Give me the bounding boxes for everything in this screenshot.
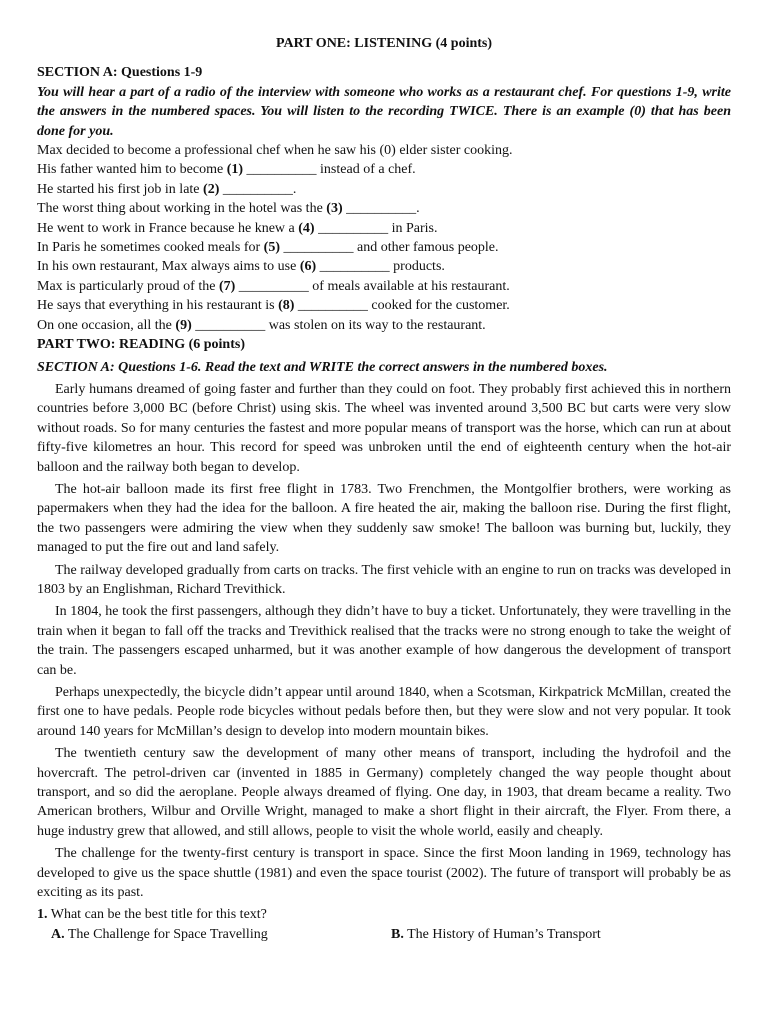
reading-instructions: SECTION A: Questions 1-6. Read the text and WRITE the correct answers in the numbered boxes. (37, 359, 608, 375)
listening-question-8: He says that everything in his restaurant is (8) __________ cooked for the customer. (37, 298, 510, 314)
part-one-title: PART ONE: LISTENING (4 points) (275, 36, 493, 51)
option-a: A. The Challenge for Space Travelling (51, 926, 268, 942)
reading-question-1: 1. What can be the best title for this text? (37, 907, 267, 923)
listening-question-0: Max decided to become a professional chef when he saw his (0) elder sister cooking. (37, 143, 513, 159)
listening-questions (37, 141, 731, 335)
section-a-heading: SECTION A: Questions 1-9 (37, 65, 203, 81)
listening-question-9: On one occasion, all the (9) __________ was stolen on its way to the restaurant. (37, 317, 486, 333)
option-b: B. The History of Human’s Transport (391, 926, 601, 942)
reading-passage (37, 380, 731, 903)
listening-question-6: In his own restaurant, Max always aims to use (6) __________ products. (37, 259, 445, 275)
listening-question-4: He went to work in France because he knew a (4) __________ in Paris. (37, 220, 438, 236)
part-two-title: PART TWO: READING (6 points) (37, 337, 245, 353)
passage-paragraph-1: Early humans dreamed of going faster and further than they could on foot. They probably first achieved this in northern countries before 3,000 BC (before Christ) using skis. The wheel was invented around 3,500 BC but carts were very slow without roads. So for many centuries the fastest and more popular means of transport was the horse, which can run at about fifty-five kilometres an hour. This record for speed was unbroken until the end of eighteenth century when the hot-air balloon and the railway both began to develop. (37, 381, 731, 475)
passage-paragraph-6: The twentieth century saw the development of many other means of transport, including the hydrofoil and the hovercraft. The petrol-driven car (invented in 1885 in Germany) completely changed the way people thought about transport, and so did the aeroplane. People always dreamed of flying. One day, in 1903, that dream became a reality. Two American brothers, Wilbur and Orville Wright, managed to make a short flight in their aircraft, the Flyer. From there, a huge industry grew that allowed, and still allows, people to visit the whole world, easily and cheaply. (37, 746, 731, 839)
passage-paragraph-2: The hot-air balloon made its first free flight in 1783. Two Frenchmen, the Montgolfier brothers, were working as papermakers when they had the idea for the balloon. A fire heated the air, making the balloon rise. During the first flight, the two passengers were admiring the view when they suddenly saw smoke! The balloon was burning but, luckily, they managed to put the fire out and land safely. (37, 481, 731, 556)
listening-question-7: Max is particularly proud of the (7) __________ of meals available at his restaurant. (37, 278, 510, 294)
listening-question-3: The worst thing about working in the hotel was the (3) __________. (37, 201, 420, 217)
passage-paragraph-4: In 1804, he took the first passengers, although they didn’t have to buy a ticket. Unfortunately, they were travelling in the train when it began to fall off the tracks and Trevithick realised that the tracks were no strong enough to take the weight of the train. The passengers escaped unharmed, but it was another example of how dangerous the development of transport can be. (37, 604, 731, 678)
listening-question-2: He started his first job in late (2) __________. (37, 181, 297, 197)
listening-question-5: In Paris he sometimes cooked meals for (5) __________ and other famous people. (37, 240, 499, 256)
listening-question-1: His father wanted him to become (1) __________ instead of a chef. (37, 162, 416, 178)
listening-instructions: You will hear a part of a radio of the interview with someone who works as a restaurant chef. For questions 1-9, write the answers in the numbered spaces. You will listen to the recording TWICE. There is an example (0) that has been done for you. (37, 84, 731, 139)
passage-paragraph-5: Perhaps unexpectedly, the bicycle didn’t appear until around 1840, when a Scotsman, Kirkpatrick McMillan, created the first one to have pedals. People rode bicycles without pedals before then, but they were slow and not very popular. It took around 140 years for McMillan’s design to develop into modern mountain bikes. (37, 685, 731, 739)
passage-paragraph-7: The challenge for the twenty-first century is transport in space. Since the first Moon landing in 1969, technology has developed to give us the space shuttle (1981) and even the space tourist (2002). The future of transport will probably be as exciting as its past. (37, 846, 731, 901)
passage-paragraph-3: The railway developed gradually from carts on tracks. The first vehicle with an engine to run on tracks was developed in 1803 by an Englishman, Richard Trevithick. (37, 562, 731, 597)
question-1-options (37, 925, 731, 944)
